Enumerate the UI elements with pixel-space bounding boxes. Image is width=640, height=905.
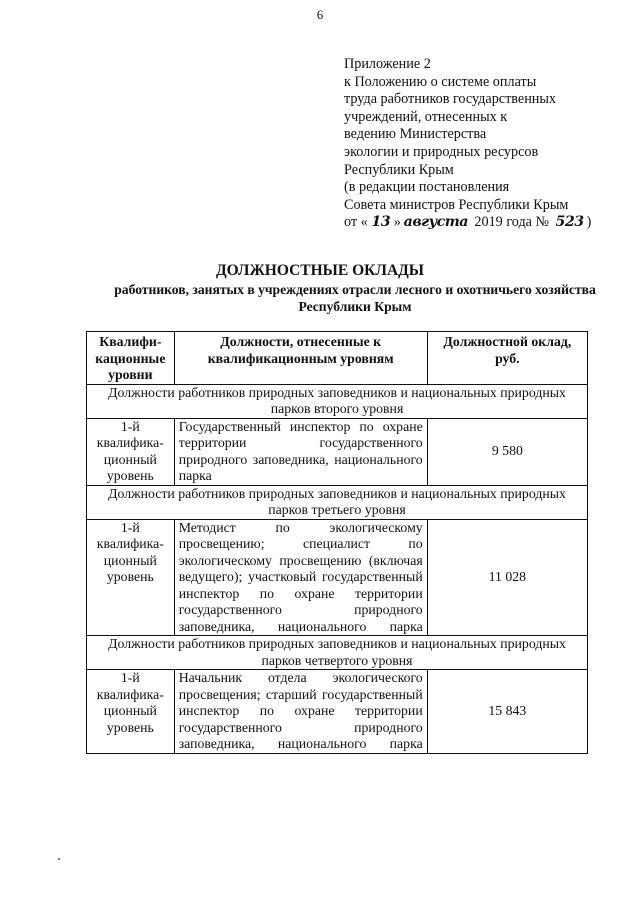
- salary-cell: 15 843: [427, 670, 587, 754]
- table-header-row: [87, 332, 588, 385]
- positions-cell: Начальник отдела экологического просвещения; старший государственный инспектор по охране территории государственного природного заповедника, национального парка: [174, 670, 427, 754]
- resolution-date-line: от « 13 » августа 2019 года № 523 ): [344, 214, 592, 231]
- appendix-line: Республики Крым: [344, 161, 454, 178]
- appendix-line: ведению Министерства: [344, 126, 487, 143]
- table-row: [87, 670, 588, 754]
- header-positions: Должности, отнесенные к квалификационным уровням: [174, 332, 427, 385]
- appendix-line: труда работников государственных: [344, 91, 557, 108]
- level-cell: 1-й квалифика-ционный уровень: [87, 519, 175, 636]
- section-title: Должности работников природных заповедников и национальных природных парков четвертого уровня: [87, 636, 588, 670]
- positions-cell: Методист по экологическому просвещению; специалист по экологическому просвещению (включая ведущего); участковый государственный инспектор по охране территории государственного природного заповедника, национального парка: [174, 519, 427, 636]
- salary-cell: 9 580: [427, 418, 587, 485]
- section-title: Должности работников природных заповедников и национальных природных парков третьего уровня: [87, 485, 588, 519]
- document-subtitle: работников, занятых в учреждениях отрасли лесного и охотничьего хозяйства Республики Крым: [114, 282, 596, 314]
- date-prefix: от «: [344, 214, 368, 231]
- section-title: Должности работников природных заповедников и национальных природных парков второго уровня: [87, 384, 588, 418]
- appendix-line: (в редакции постановления: [344, 179, 510, 196]
- level-cell: 1-й квалифика-ционный уровень: [87, 418, 175, 485]
- appendix-line: Совета министров Республики Крым: [344, 196, 569, 213]
- level-cell: 1-й квалифика-ционный уровень: [87, 670, 175, 754]
- handwritten-month: августа: [403, 214, 468, 231]
- handwritten-number: 523: [555, 214, 584, 231]
- appendix-line: экологии и природных ресурсов: [344, 143, 539, 160]
- section-row: [87, 636, 588, 670]
- appendix-line: к Положению о системе оплаты: [344, 73, 537, 90]
- table-row: [87, 418, 588, 485]
- scan-speck: [58, 858, 60, 860]
- handwritten-day: 13: [371, 214, 391, 231]
- section-row: [87, 384, 588, 418]
- header-salary: Должностной оклад, руб.: [427, 332, 587, 385]
- date-suffix: ): [586, 214, 592, 231]
- section-row: [87, 485, 588, 519]
- document-title: ДОЛЖНОСТНЫЕ ОКЛАДЫ: [215, 262, 425, 279]
- positions-cell: Государственный инспектор по охране территории государственного природного заповедника, национального парка: [174, 418, 427, 485]
- date-mid: 2019 года №: [474, 214, 550, 231]
- appendix-line: Приложение 2: [344, 56, 431, 72]
- salary-table: [86, 331, 588, 754]
- appendix-block: [344, 56, 634, 232]
- table-row: [87, 519, 588, 636]
- appendix-line: учреждений, отнесенных к: [344, 108, 508, 125]
- page-number: 6: [316, 7, 324, 22]
- salary-cell: 11 028: [427, 519, 587, 636]
- header-level: Квалифи-кационные уровни: [87, 332, 175, 385]
